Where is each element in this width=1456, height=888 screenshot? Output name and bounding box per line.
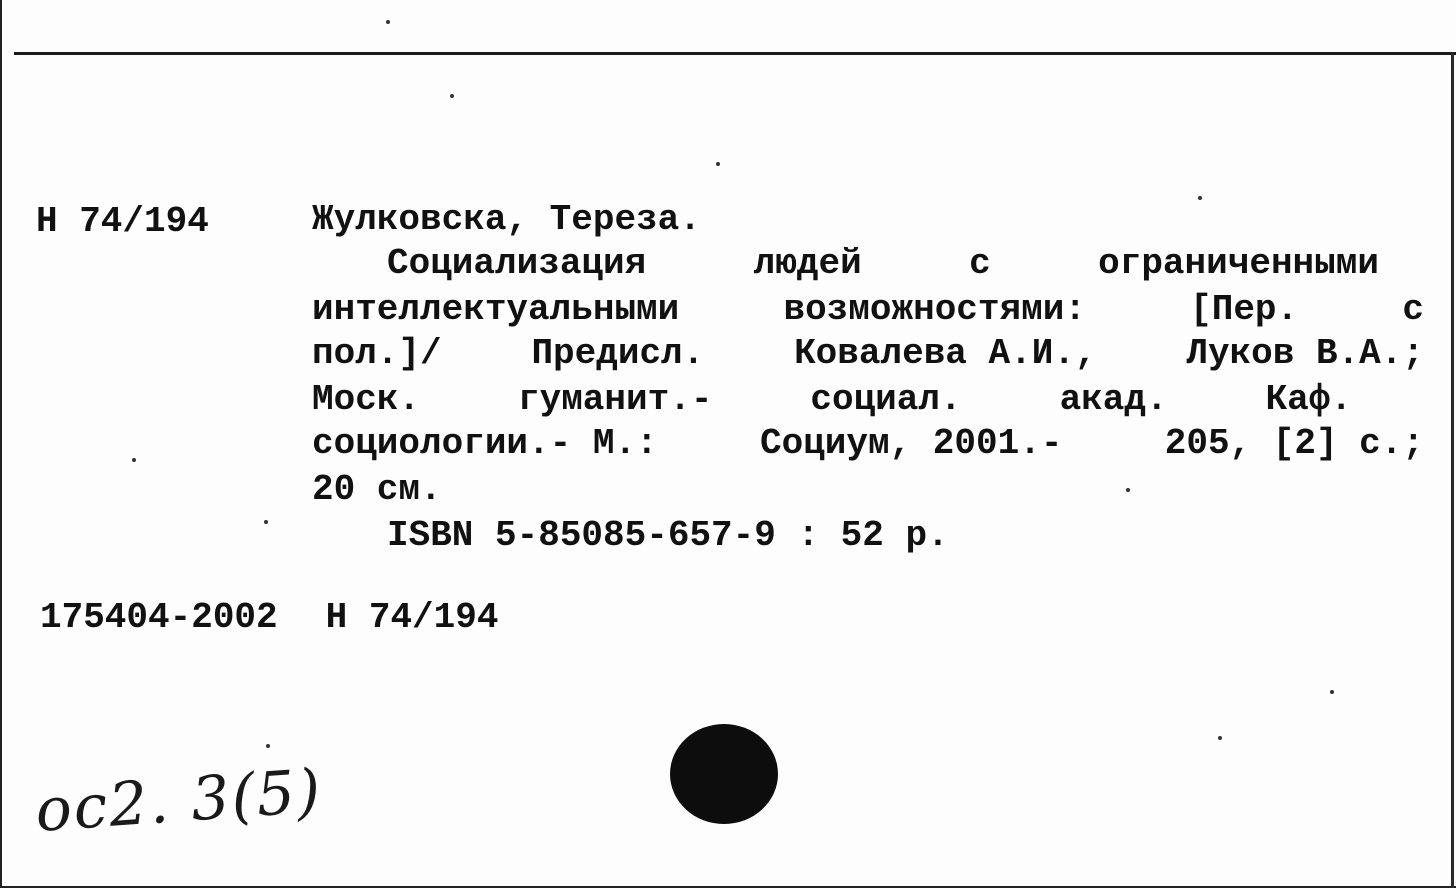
word: с — [969, 243, 991, 284]
speck — [1218, 736, 1222, 740]
word: Ковалева А.И., — [794, 333, 1097, 374]
inventory-line — [40, 598, 498, 638]
word: интеллектуальными — [312, 289, 680, 330]
word: ограниченными — [1098, 243, 1379, 284]
speck — [1198, 196, 1202, 200]
title-line-2 — [312, 290, 1424, 330]
word: Социум, 2001.- — [759, 423, 1063, 464]
word: Моск. — [312, 379, 421, 420]
title-line-5 — [312, 424, 1424, 464]
speck — [450, 94, 454, 98]
isbn-price: ISBN 5-85085-657-9 : 52 р. — [387, 515, 949, 556]
speck — [716, 162, 720, 166]
speck — [1126, 488, 1130, 492]
word: социал. — [810, 379, 962, 420]
word: людей — [753, 243, 862, 284]
word: с — [1402, 289, 1424, 330]
word: акад. — [1059, 379, 1168, 420]
word: Предисл. — [531, 333, 705, 374]
punch-hole — [670, 724, 778, 824]
right-border — [1451, 52, 1454, 888]
title-line-4 — [312, 380, 1352, 420]
speck — [264, 520, 268, 524]
speck — [386, 20, 390, 24]
word: гуманит.- — [517, 379, 713, 420]
inventory-call-number: Н 74/194 — [325, 597, 499, 638]
word: Социализация — [387, 243, 647, 284]
word: пол.]/ — [312, 333, 442, 374]
inventory-number: 175404-2002 — [40, 597, 278, 638]
physical-size: 20 см. — [312, 469, 442, 510]
word: 205, [2] с.; — [1164, 423, 1424, 464]
word: Каф. — [1265, 379, 1352, 420]
word: [Пер. — [1190, 289, 1299, 330]
author: Жулковска, Тереза. — [312, 199, 701, 240]
speck — [1330, 690, 1334, 694]
speck — [132, 458, 136, 462]
title-line-3 — [312, 334, 1424, 374]
word: возможностями: — [783, 289, 1086, 330]
word: социологии.- М.: — [312, 423, 658, 464]
handwritten-note: ос2. 3(5) — [33, 756, 325, 846]
title-line-1 — [387, 244, 1379, 284]
speck — [266, 744, 270, 748]
top-rule — [14, 52, 1456, 55]
word: Луков В.А.; — [1186, 333, 1424, 374]
call-number: Н 74/194 — [36, 201, 209, 242]
